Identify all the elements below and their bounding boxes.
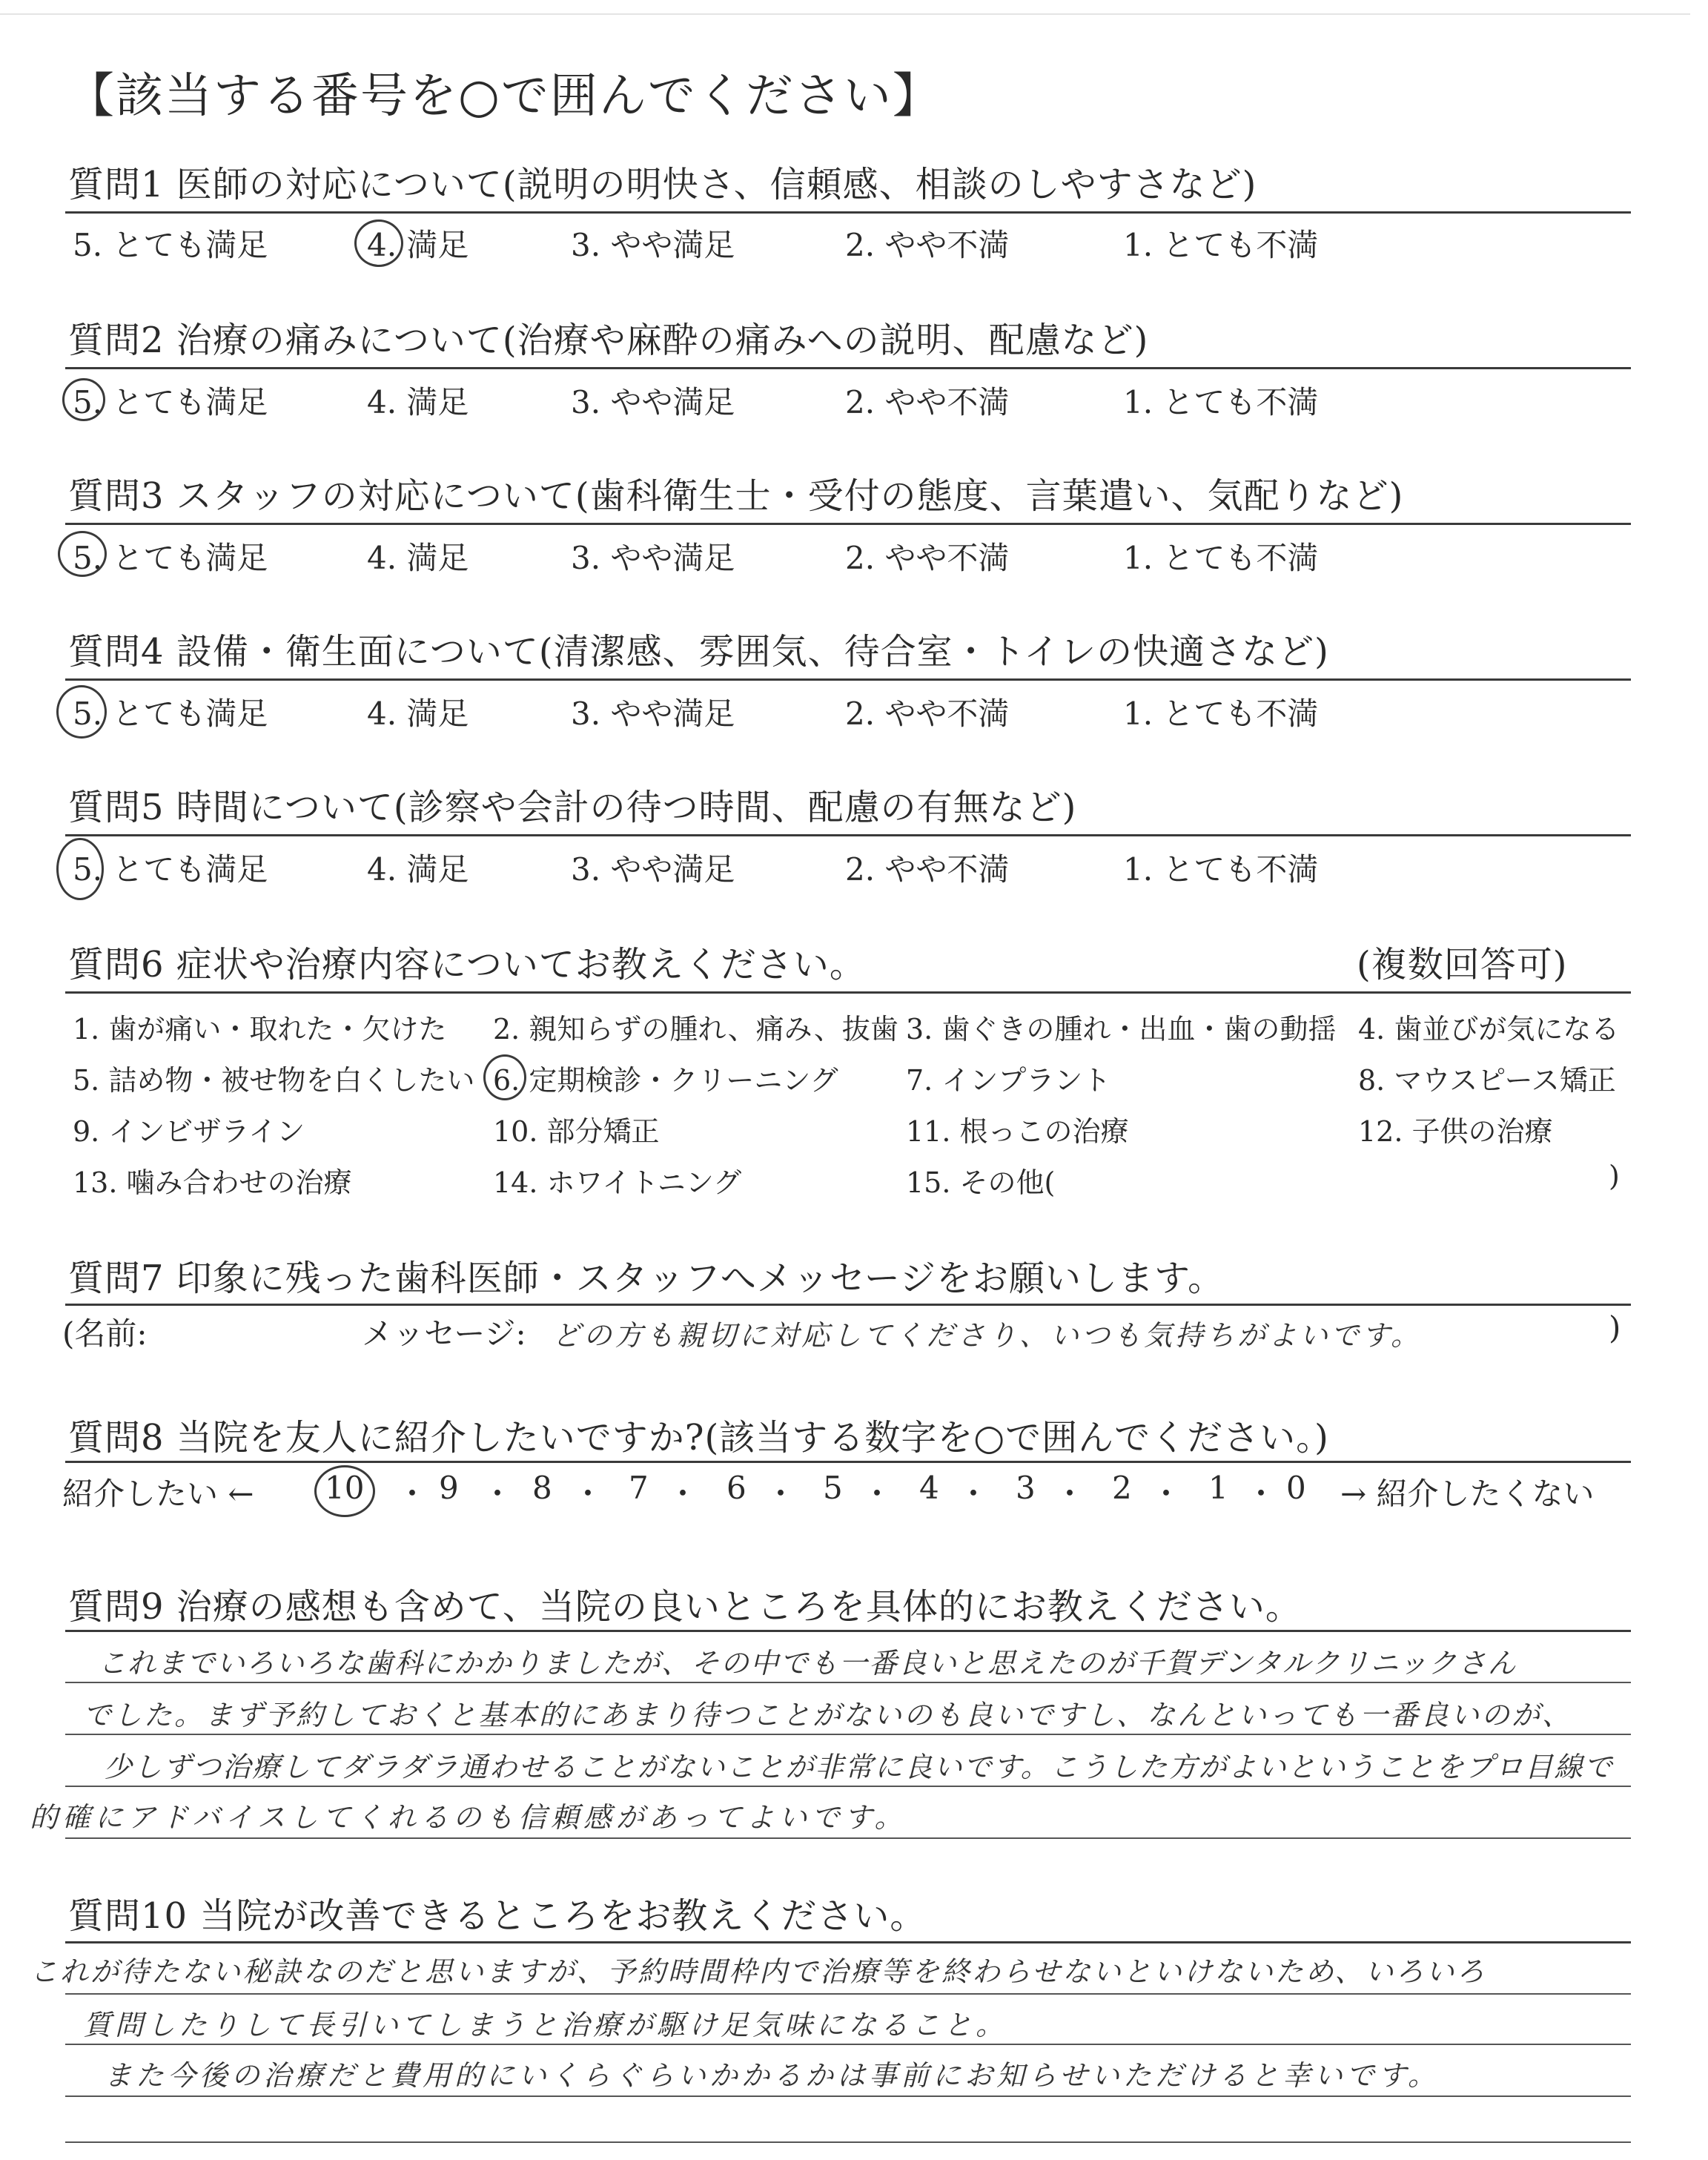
q10-answer-line: 質問したりして長引いてしまうと治療が駆け足気味になること。 <box>83 2009 1008 2041</box>
q4-option-4[interactable]: 4. 満足 <box>367 696 469 732</box>
q2-option-4[interactable]: 4. 満足 <box>367 384 469 420</box>
q8-number-9[interactable]: 9 <box>439 1470 459 1506</box>
q2-option-2[interactable]: 2. やや不満 <box>845 384 1010 420</box>
q5-rule <box>65 834 1631 836</box>
q9-answer-line: でした。まず予約しておくと基本的にあまり待つことがないのも良いですし、なんといっても一番良いのが、 <box>83 1699 1573 1731</box>
q1-option-3[interactable]: 3. やや満足 <box>571 227 735 263</box>
q1-option-2[interactable]: 2. やや不満 <box>845 227 1010 263</box>
q8-number-10[interactable]: 10 <box>325 1470 365 1506</box>
q3-option-3[interactable]: 3. やや満足 <box>571 540 735 576</box>
q4-rule <box>65 678 1631 681</box>
q10-answer-rule <box>65 1993 1631 1995</box>
q6-option-6[interactable]: 6. 定期検診・クリーニング <box>493 1064 838 1097</box>
q6-rule <box>65 991 1631 994</box>
q8-dot: ・ <box>482 1476 514 1512</box>
q9-label: 質問9 治療の感想も含めて、当院の良いところを具体的にお教えください。 <box>68 1586 1302 1628</box>
q6-option-15[interactable]: 15. その他( <box>906 1166 1056 1199</box>
q8-number-2[interactable]: 2 <box>1112 1470 1132 1506</box>
q6-option-8[interactable]: 8. マウスピース矯正 <box>1358 1064 1616 1097</box>
q1-label: 質問1 医師の対応について(説明の明快さ、信頼感、相談のしやすさなど) <box>68 164 1257 205</box>
q5-option-5[interactable]: 5. とても満足 <box>73 851 268 888</box>
q7-close: ) <box>1609 1309 1621 1346</box>
q1-rule <box>65 211 1631 214</box>
q9-answer-rule <box>65 1734 1631 1735</box>
q4-option-2[interactable]: 2. やや不満 <box>845 696 1010 732</box>
q9-answer-line: 的確にアドバイスしてくれるのも信頼感があってよいです。 <box>30 1801 907 1834</box>
q6-option-9[interactable]: 9. インビザライン <box>73 1115 305 1148</box>
q8-number-7[interactable]: 7 <box>629 1470 649 1506</box>
q6-option-13[interactable]: 13. 噛み合わせの治療 <box>73 1166 352 1199</box>
q8-dot: ・ <box>397 1476 428 1512</box>
q6-option-4[interactable]: 4. 歯並びが気になる <box>1358 1013 1620 1046</box>
q9-rule <box>65 1630 1631 1632</box>
q3-option-1[interactable]: 1. とても不満 <box>1123 540 1319 576</box>
q7-message-text[interactable]: どの方も親切に対応してくださり、いつも気持ちがよいです。 <box>552 1319 1422 1352</box>
q5-label: 質問5 時間について(診察や会計の待つ時間、配慮の有無など) <box>68 787 1077 828</box>
q6-option-10[interactable]: 10. 部分矯正 <box>493 1115 660 1148</box>
q7-rule <box>65 1304 1631 1306</box>
q8-number-0[interactable]: 0 <box>1286 1470 1306 1506</box>
q2-selection-circle <box>62 378 105 421</box>
page-title: 【該当する番号を○で囲んでください】 <box>67 69 941 124</box>
q10-label: 質問10 当院が改善できるところをお教えください。 <box>68 1895 927 1937</box>
q6-note: (複数回答可) <box>1357 944 1568 985</box>
q8-dot: ・ <box>861 1476 893 1512</box>
q7-name-label: (名前: <box>62 1315 148 1352</box>
q6-option-11[interactable]: 11. 根っこの治療 <box>906 1115 1129 1148</box>
q8-dot: ・ <box>667 1476 699 1512</box>
q2-rule <box>65 367 1631 369</box>
q6-option-2[interactable]: 2. 親知らずの腫れ、痛み、抜歯 <box>493 1013 898 1046</box>
q6-option-3[interactable]: 3. 歯ぐきの腫れ・出血・歯の動揺 <box>906 1013 1337 1046</box>
q6-option-1[interactable]: 1. 歯が痛い・取れた・欠けた <box>73 1013 447 1046</box>
q8-dot: ・ <box>1151 1476 1182 1512</box>
q5-option-2[interactable]: 2. やや不満 <box>845 851 1010 888</box>
q7-label: 質問7 印象に残った歯科医師・スタッフへメッセージをお願いします。 <box>68 1258 1225 1299</box>
q8-number-4[interactable]: 4 <box>919 1470 939 1506</box>
q6-option-15-close: ) <box>1609 1160 1620 1192</box>
q10-answer-line: また今後の治療だと費用的にいくらぐらいかかるかは事前にお知らせいただけると幸いです。 <box>104 2059 1440 2092</box>
q10-answer-rule <box>65 2044 1631 2045</box>
q3-rule <box>65 523 1631 525</box>
q3-option-4[interactable]: 4. 満足 <box>367 540 469 576</box>
q6-option-14[interactable]: 14. ホワイトニング <box>493 1166 742 1199</box>
q5-option-4[interactable]: 4. 満足 <box>367 851 469 888</box>
q2-option-1[interactable]: 1. とても不満 <box>1123 384 1319 420</box>
q8-label: 質問8 当院を友人に紹介したいですか?(該当する数字を○で囲んでください。) <box>68 1417 1329 1459</box>
q1-option-4[interactable]: 4. 満足 <box>367 227 469 263</box>
q8-number-5[interactable]: 5 <box>823 1470 843 1506</box>
q5-option-1[interactable]: 1. とても不満 <box>1123 851 1319 888</box>
q8-selection-circle <box>314 1465 375 1517</box>
q6-label: 質問6 症状や治療内容についてお教えください。 <box>68 944 866 985</box>
q2-option-5[interactable]: 5. とても満足 <box>73 384 268 420</box>
q8-right-label: → 紹介したくない <box>1340 1476 1595 1512</box>
q2-label: 質問2 治療の痛みについて(治療や麻酔の痛みへの説明、配慮など) <box>68 320 1149 361</box>
q7-message-label: メッセージ: <box>362 1315 526 1352</box>
q8-number-3[interactable]: 3 <box>1016 1470 1036 1506</box>
q4-selection-circle <box>56 685 107 739</box>
q4-label: 質問4 設備・衛生面について(清潔感、雰囲気、待合室・トイレの快適さなど) <box>68 631 1329 673</box>
q8-dot: ・ <box>572 1476 604 1512</box>
q8-dot: ・ <box>1054 1476 1086 1512</box>
q10-answer-rule <box>65 2095 1631 2097</box>
q1-option-1[interactable]: 1. とても不満 <box>1123 227 1319 263</box>
q10-answer-line: これが待たない秘訣なのだと思いますが、予約時間枠内で治療等を終わらせないといけないため、いろいろ <box>30 1955 1487 1988</box>
q9-answer-rule <box>65 1786 1631 1787</box>
q10-answer-rule <box>65 2141 1631 2143</box>
q3-selection-circle <box>58 531 107 577</box>
q8-left-label: 紹介したい ← <box>62 1476 254 1512</box>
q9-answer-rule <box>65 1682 1631 1683</box>
q5-option-3[interactable]: 3. やや満足 <box>571 851 735 888</box>
q8-number-6[interactable]: 6 <box>726 1470 747 1506</box>
q9-answer-line: これまでいろいろな歯科にかかりましたが、その中でも一番良いと思えたのが千賀デンタルクリニックさん <box>98 1647 1517 1680</box>
q6-option-12[interactable]: 12. 子供の治療 <box>1358 1115 1553 1148</box>
q4-option-3[interactable]: 3. やや満足 <box>571 696 735 732</box>
q8-dot: ・ <box>1245 1476 1277 1512</box>
q6-option-5[interactable]: 5. 詰め物・被せ物を白くしたい <box>73 1064 475 1097</box>
scan-edge <box>0 13 1690 15</box>
q3-option-5[interactable]: 5. とても満足 <box>73 540 268 576</box>
q4-option-5[interactable]: 5. とても満足 <box>73 696 268 732</box>
q10-rule <box>65 1941 1631 1943</box>
q5-selection-circle <box>56 838 104 900</box>
q8-number-1[interactable]: 1 <box>1208 1470 1228 1506</box>
q4-option-1[interactable]: 1. とても不満 <box>1123 696 1319 732</box>
q3-label: 質問3 スタッフの対応について(歯科衛生士・受付の態度、言葉遣い、気配りなど) <box>68 475 1404 517</box>
q2-option-3[interactable]: 3. やや満足 <box>571 384 735 420</box>
q8-dot: ・ <box>958 1476 990 1512</box>
q8-number-8[interactable]: 8 <box>532 1470 552 1506</box>
q1-option-5[interactable]: 5. とても満足 <box>73 227 268 263</box>
q9-answer-line: 少しずつ治療してダラダラ通わせることがないことが非常に良いです。こうした方がよいということをプロ目線で <box>104 1751 1614 1783</box>
q1-selection-circle <box>354 219 403 267</box>
q3-option-2[interactable]: 2. やや不満 <box>845 540 1010 576</box>
q8-dot: ・ <box>765 1476 797 1512</box>
q6-option-7[interactable]: 7. インプラント <box>906 1064 1111 1097</box>
q9-answer-rule <box>65 1837 1631 1839</box>
q6-selection-circle <box>483 1054 526 1100</box>
q8-rule <box>65 1461 1631 1463</box>
